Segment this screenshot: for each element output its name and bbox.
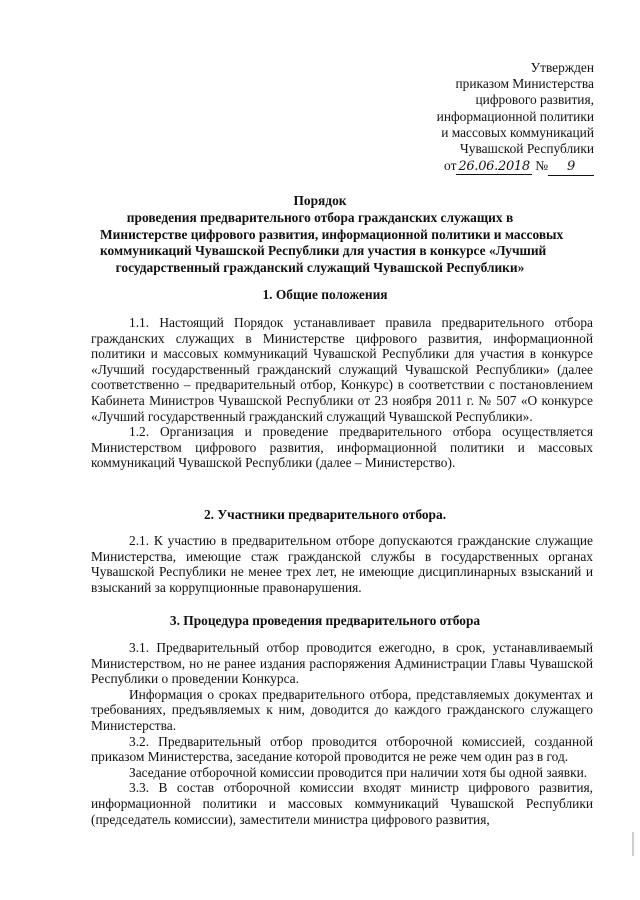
approval-line: информационной политики — [436, 108, 594, 124]
paragraph: 3.3. В состав отборочной комиссии входят министр цифрового развития, информационной политики и массовых коммуникаций Чувашской Республики (председатель комиссии), заместители министра цифрового развития, — [91, 780, 593, 827]
paragraph: Заседание отборочной комиссии проводится при наличии хотя бы одной заявки. — [129, 764, 588, 780]
paragraph: 3.2. Предварительный отбор проводится отборочной комиссией, созданной приказом Министерства, заседание которой проводится не реже чем один раз в год. — [91, 733, 593, 765]
title-line: государственный гражданский служащий Чувашской Республики» — [115, 260, 525, 276]
section-body-3 — [91, 640, 593, 827]
title-line: проведения предварительного отбора гражданских служащих в — [126, 209, 514, 225]
approval-date-line — [364, 158, 594, 176]
title-line: Министерстве цифрового развития, информационной политики и массовых — [100, 226, 564, 242]
title-line: коммуникаций Чувашской Республики для участия в конкурсе «Лучший — [100, 243, 547, 259]
approval-line: приказом Министерства — [455, 76, 594, 92]
approval-line: и массовых коммуникаций — [441, 124, 594, 140]
section-heading-2: 2. Участники предварительного отбора. — [203, 507, 447, 522]
paragraph: 1.1. Настоящий Порядок устанавливает правила предварительного отбора гражданских служащих в Министерстве цифрового развития, информационной политики и массовых коммуникаций Чувашской Республики для участия в конкурсе «Лучший государственный гражданский служащий Чувашской Республики» (далее соответственно – предварительный отбор, Конкурс) в соответствии с постановлением Кабинета Министров Чувашской Республики от 23 ноября 2011 г. № 507 «О конкурсе «Лучший государственный гражданский служащий Чувашской Республики». — [91, 315, 593, 424]
handwritten-number: 9 — [548, 159, 594, 176]
document-title — [100, 193, 564, 277]
approval-line: Утвержден — [530, 60, 594, 75]
title-heading: Порядок — [293, 193, 347, 208]
paragraph: 3.1. Предварительный отбор проводится ежегодно, в срок, устанавливаемый Министерством, но не ранее издания распоряжения Администрации Главы Чувашской Республики о проведении Конкурса. — [91, 640, 593, 687]
paragraph: 1.2. Организация и проведение предварительного отбора осуществляется Министерством цифрового развития, информационной политики и массовых коммуникаций Чувашской Республики (далее – Министерство). — [91, 424, 593, 471]
approval-line: цифрового развития, — [475, 92, 594, 108]
section-heading-3: 3. Процедура проведения предварительного отбора — [169, 613, 481, 628]
approval-line: Чувашской Республики — [460, 141, 594, 157]
handwritten-date: 26.06.2018 — [458, 159, 530, 175]
paragraph: 2.1. К участию в предварительном отборе допускаются гражданские служащие Министерства, имеющие стаж гражданской службы в государственных органах Чувашской Республики не менее трех лет, не имеющие дисциплинарных взысканий и взысканий за коррупционные правонарушения. — [91, 533, 593, 595]
date-prefix: от — [444, 158, 457, 174]
section-body-1 — [91, 315, 593, 471]
section-body-2 — [91, 533, 593, 595]
section-heading-1: 1. Общие положения — [262, 287, 388, 302]
number-prefix: № — [535, 158, 548, 174]
scan-edge-mark — [632, 832, 634, 856]
paragraph: Информация о сроках предварительного отбора, представляемых документах и требованиях, предъявляемых к ним, доводится до каждого гражданского служащего Министерства. — [91, 686, 593, 733]
approval-block — [364, 60, 594, 176]
